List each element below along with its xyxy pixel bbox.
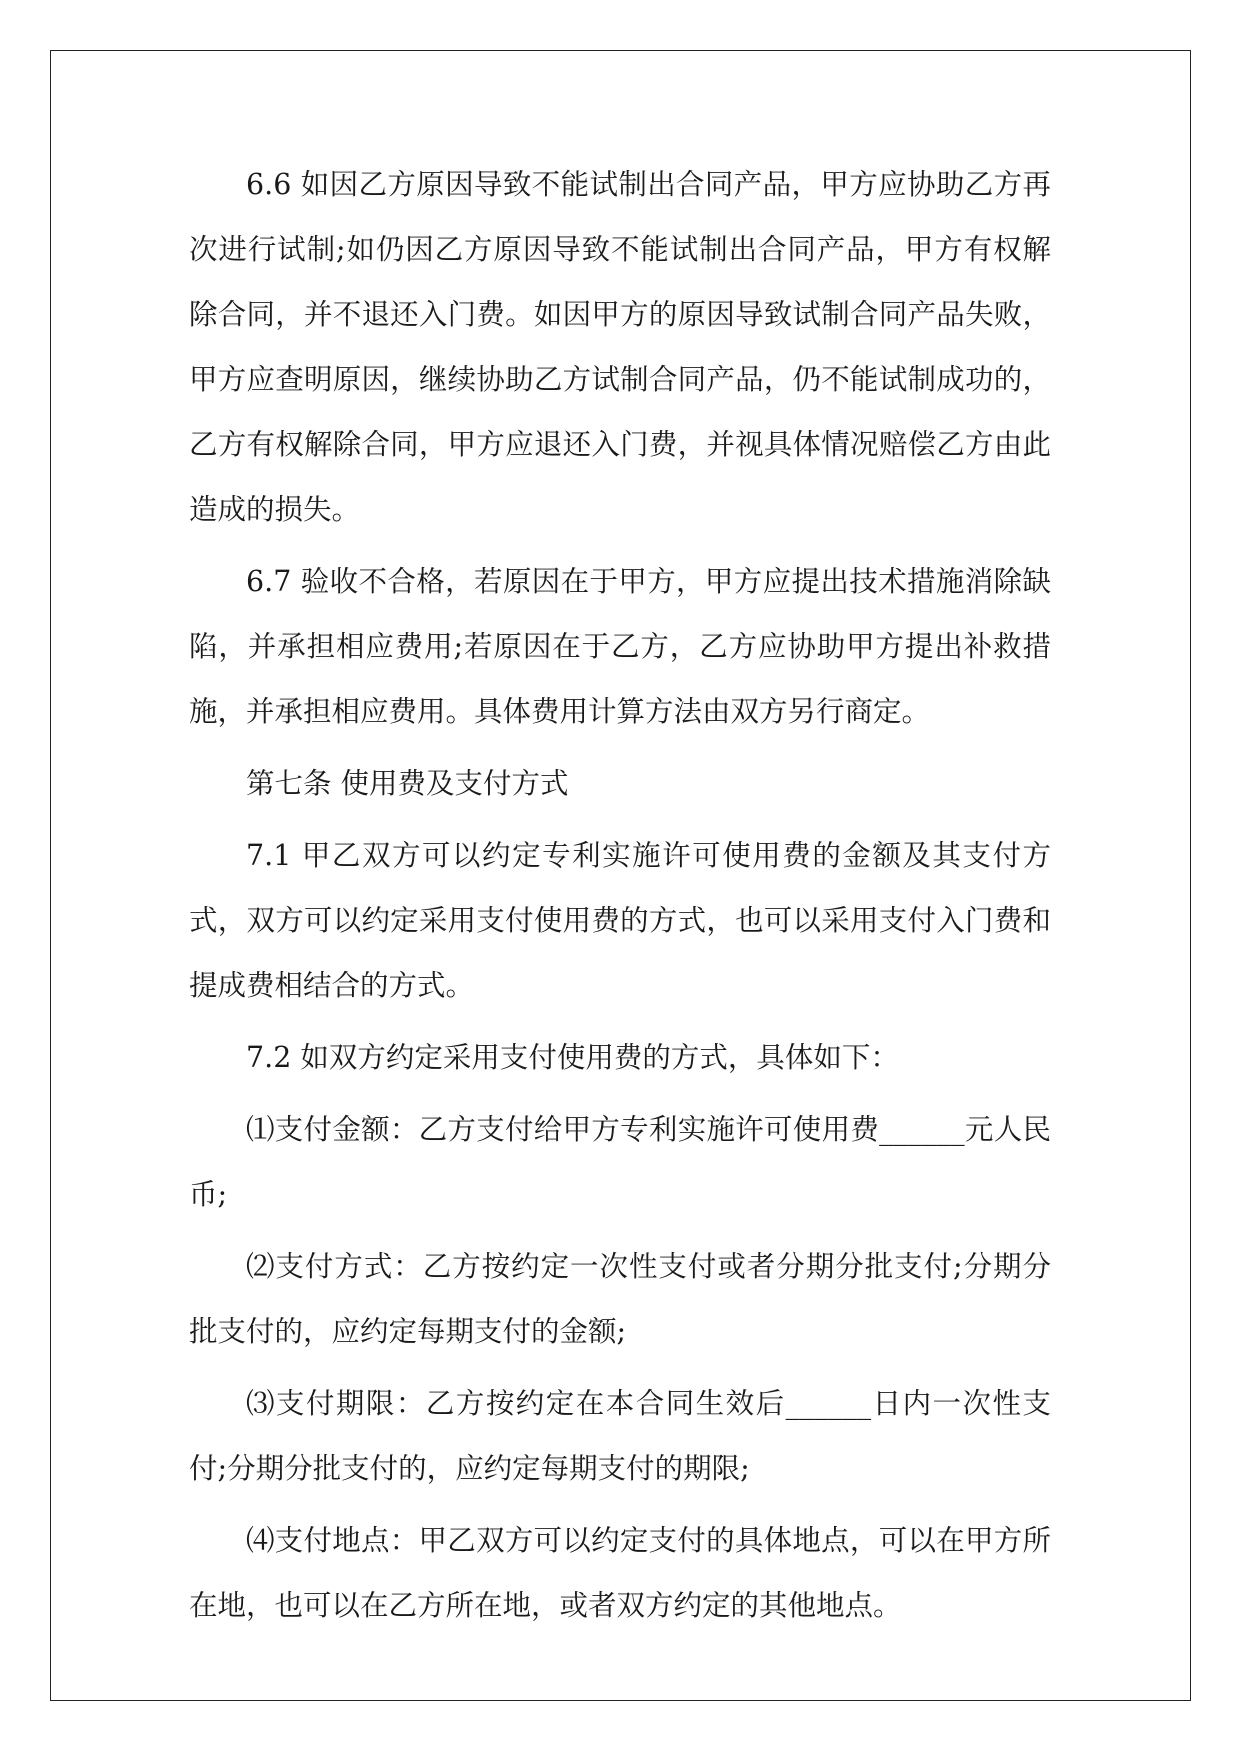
payment-method-item: ⑵支付方式：乙方按约定一次性支付或者分期分批支付;分期分批支付的，应约定每期支付的金额;	[189, 1250, 1051, 1348]
clause-6-7: 6.7 验收不合格，若原因在于甲方，甲方应提出技术措施消除缺陷，并承担相应费用;若原因在于乙方，乙方应协助甲方提出补救措施，并承担相应费用。具体费用计算方法由双方另行商定。	[189, 565, 1051, 728]
clause-7-2: 7.2 如双方约定采用支付使用费的方式，具体如下：	[246, 1041, 899, 1074]
payment-deadline-item: ⑶支付期限：乙方按约定在本合同生效后______日内一次性支付;分期分批支付的，应约定每期支付的期限;	[189, 1387, 1051, 1485]
payment-location-item: ⑷支付地点：甲乙双方可以约定支付的具体地点，可以在甲方所在地，也可以在乙方所在地，或者双方约定的其他地点。	[189, 1524, 1051, 1622]
document-body	[189, 152, 1051, 1645]
payment-amount-item: ⑴支付金额：乙方支付给甲方专利实施许可使用费______元人民币;	[189, 1113, 1051, 1211]
clause-6-6: 6.6 如因乙方原因导致不能试制出合同产品，甲方应协助乙方再次进行试制;如仍因乙方原因导致不能试制出合同产品，甲方有权解除合同，并不退还入门费。如因甲方的原因导致试制合同产品失败，甲方应查明原因，继续协助乙方试制合同产品，仍不能试制成功的，乙方有权解除合同，甲方应退还入门费，并视具体情况赔偿乙方由此造成的损失。	[189, 168, 1051, 526]
article-7-heading: 第七条 使用费及支付方式	[246, 767, 569, 800]
clause-7-1: 7.1 甲乙双方可以约定专利实施许可使用费的金额及其支付方式，双方可以约定采用支付使用费的方式，也可以采用支付入门费和提成费相结合的方式。	[189, 839, 1051, 1002]
